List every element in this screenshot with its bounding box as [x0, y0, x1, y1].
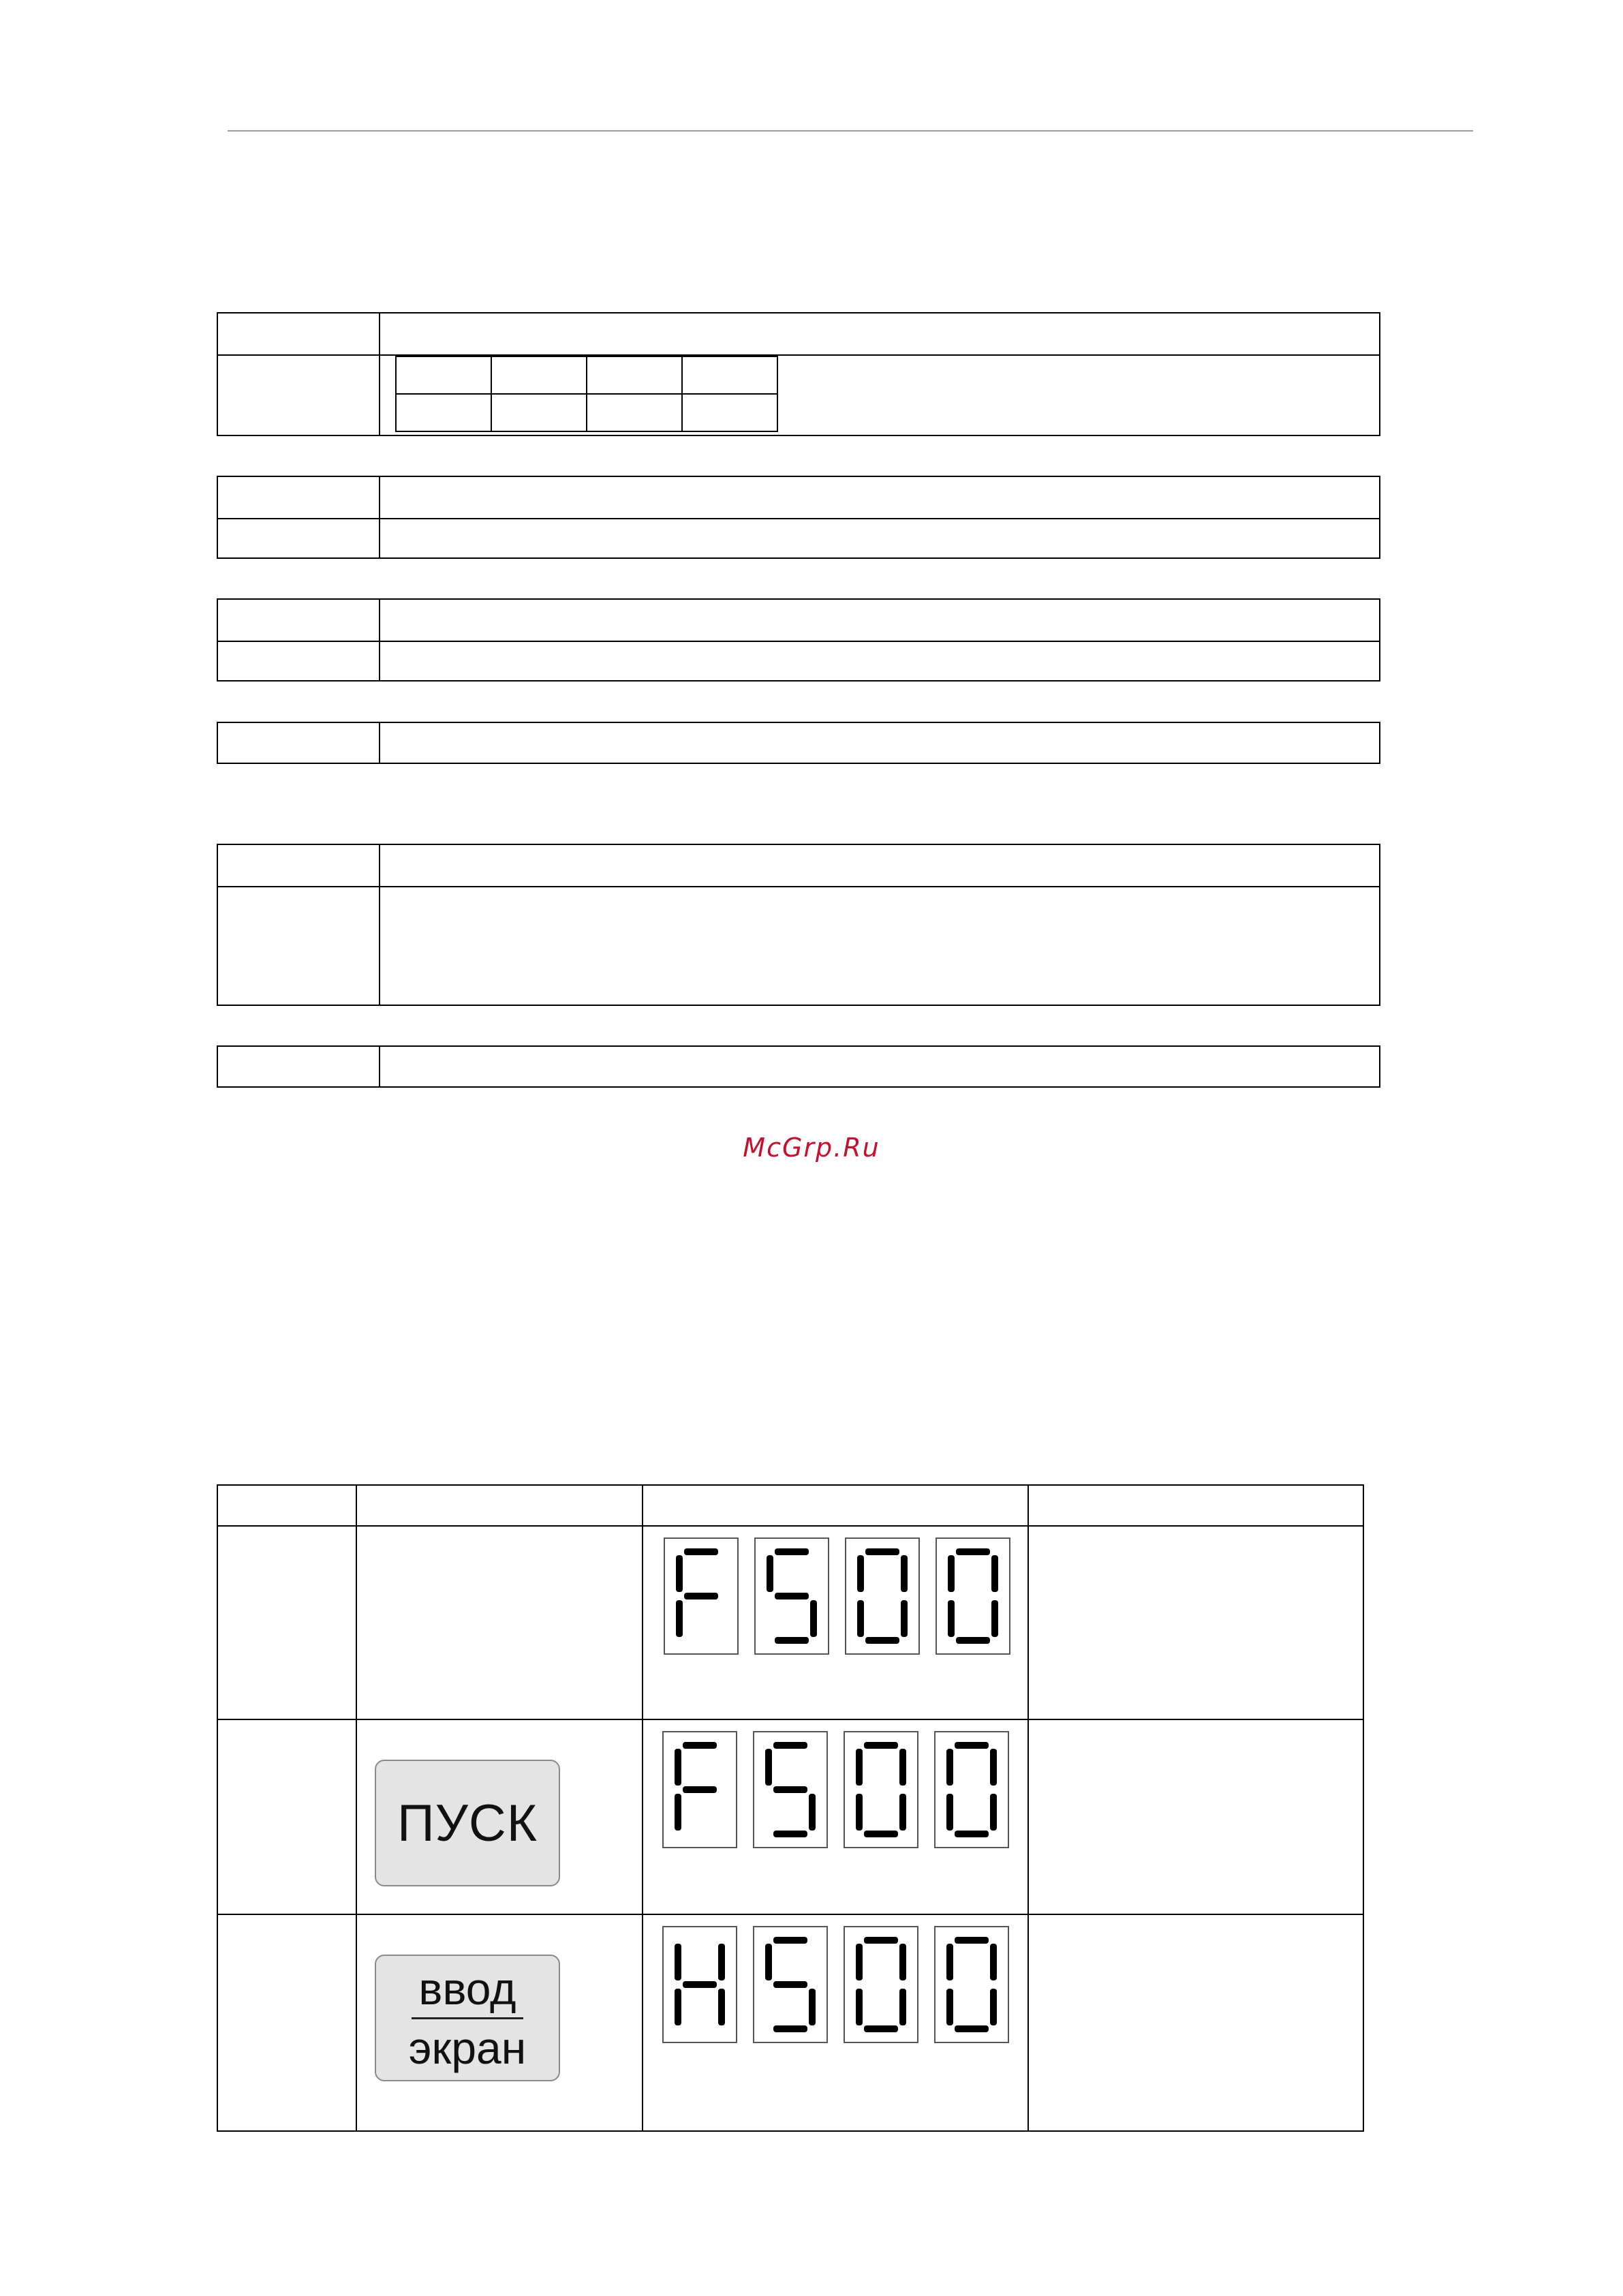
segment-b [899, 1749, 906, 1786]
segment-d [775, 1637, 809, 1644]
segment-c [718, 1989, 725, 2025]
button-cell [356, 1719, 643, 1914]
segment-f [767, 1555, 773, 1592]
segment-c [901, 1600, 908, 1637]
segment-b [990, 1944, 997, 1980]
display-digit [844, 1731, 918, 1848]
start-button[interactable] [375, 1760, 560, 1886]
display-digit [664, 1537, 739, 1655]
segment-c [990, 1989, 997, 2025]
segment-e [946, 1794, 953, 1831]
segment-f [948, 1555, 955, 1592]
button-cell [356, 1526, 643, 1719]
led-display [662, 1926, 1009, 2043]
notes-cell [1028, 1914, 1363, 2131]
segment-c [810, 1600, 817, 1637]
display-cell [643, 1719, 1028, 1914]
segment-a [955, 1937, 989, 1944]
segment-d [864, 1831, 898, 1837]
display-digit [662, 1926, 737, 2043]
segment-e [676, 1600, 683, 1637]
param-table-1-subgrid [395, 356, 778, 432]
notes-cell [1028, 1526, 1363, 1719]
seven-segment-glyph [754, 1732, 826, 1847]
display-digit [844, 1926, 918, 2043]
segment-g [683, 1786, 717, 1793]
display-digit [845, 1537, 920, 1655]
segment-c [809, 1794, 816, 1831]
seven-segment-glyph [936, 1927, 1008, 2042]
segment-d [773, 1831, 807, 1837]
segment-f [675, 1749, 681, 1786]
display-digit [754, 1537, 829, 1655]
segment-e [675, 1794, 681, 1831]
param-table-1 [217, 312, 1380, 436]
segment-f [765, 1944, 772, 1980]
segment-d [955, 1831, 989, 1837]
button-cell [356, 1914, 643, 2131]
segment-a [955, 1742, 989, 1749]
segment-d [773, 2025, 807, 2032]
procedure-row-1 [217, 1526, 1363, 1719]
seven-segment-glyph [845, 1732, 917, 1847]
segment-g [775, 1593, 809, 1599]
procedure-row-2 [217, 1719, 1363, 1914]
segment-a [683, 1742, 717, 1749]
segment-d [955, 2025, 989, 2032]
display-cell [643, 1914, 1028, 2131]
segment-a [864, 1937, 898, 1944]
segment-a [773, 1937, 807, 1944]
segment-b [899, 1944, 906, 1980]
seven-segment-glyph [936, 1732, 1008, 1847]
segment-b [901, 1555, 908, 1592]
segment-f [857, 1555, 864, 1592]
segment-a [773, 1742, 807, 1749]
segment-b [991, 1555, 998, 1592]
segment-f [676, 1555, 683, 1592]
param-table-3 [217, 598, 1380, 682]
segment-c [990, 1794, 997, 1831]
segment-f [946, 1944, 953, 1980]
segment-b [718, 1944, 725, 1980]
segment-a [956, 1548, 990, 1555]
segment-g [683, 1981, 717, 1988]
seven-segment-glyph [845, 1927, 917, 2042]
param-table-4 [217, 722, 1380, 764]
seven-segment-glyph [756, 1539, 828, 1653]
segment-c [899, 1989, 906, 2025]
segment-f [856, 1944, 863, 1980]
screen-button-label: экран [408, 2022, 527, 2073]
segment-a [865, 1548, 899, 1555]
procedure-table [217, 1484, 1364, 2132]
step-number-cell [217, 1719, 356, 1914]
display-cell [643, 1526, 1028, 1719]
procedure-header-row [217, 1485, 1363, 1526]
segment-a [775, 1548, 809, 1555]
segment-e [856, 1989, 863, 2025]
enter-screen-button[interactable] [375, 1955, 560, 2081]
segment-e [856, 1794, 863, 1831]
segment-c [809, 1989, 816, 2025]
segment-e [948, 1600, 955, 1637]
segment-g [773, 1786, 807, 1793]
param-table-5 [217, 844, 1380, 1006]
segment-a [684, 1548, 718, 1555]
segment-f [675, 1944, 681, 1980]
segment-c [991, 1600, 998, 1637]
step-number-cell [217, 1914, 356, 2131]
display-digit [934, 1926, 1009, 2043]
seven-segment-glyph [937, 1539, 1009, 1653]
watermark-text: McGrp.Ru [743, 1133, 880, 1163]
segment-a [864, 1742, 898, 1749]
segment-f [946, 1749, 953, 1786]
start-button-label: ПУСК [397, 1794, 538, 1852]
segment-g [684, 1593, 718, 1599]
segment-e [675, 1989, 681, 2025]
step-number-cell [217, 1526, 356, 1719]
display-digit [662, 1731, 737, 1848]
display-digit [753, 1731, 828, 1848]
header-rule [228, 130, 1473, 132]
seven-segment-glyph [664, 1927, 736, 2042]
seven-segment-glyph [664, 1732, 736, 1847]
display-digit [934, 1731, 1009, 1848]
seven-segment-glyph [754, 1927, 826, 2042]
display-digit [936, 1537, 1010, 1655]
segment-f [856, 1749, 863, 1786]
notes-cell [1028, 1719, 1363, 1914]
display-digit [753, 1926, 828, 2043]
segment-d [956, 1637, 990, 1644]
procedure-row-3 [217, 1914, 1363, 2131]
segment-b [990, 1749, 997, 1786]
segment-g [773, 1981, 807, 1988]
param-table-2 [217, 476, 1380, 559]
led-display [662, 1731, 1009, 1848]
seven-segment-glyph [665, 1539, 737, 1653]
led-display [664, 1537, 1010, 1655]
segment-c [899, 1794, 906, 1831]
segment-e [857, 1600, 864, 1637]
enter-button-label: ввод [412, 1960, 523, 2019]
param-table-6 [217, 1045, 1380, 1088]
segment-f [765, 1749, 772, 1786]
segment-d [865, 1637, 899, 1644]
seven-segment-glyph [846, 1539, 918, 1653]
segment-e [946, 1989, 953, 2025]
segment-d [864, 2025, 898, 2032]
